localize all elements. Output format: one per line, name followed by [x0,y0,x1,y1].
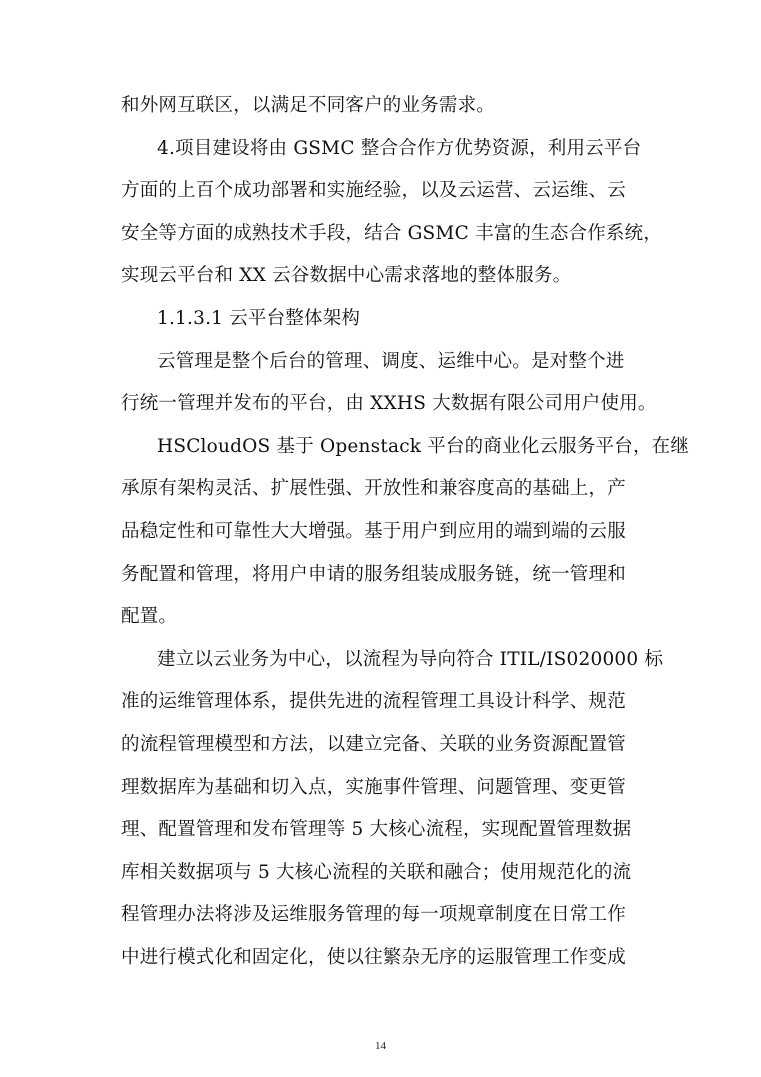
text-line: 实现云平台和 XX 云谷数据中心需求落地的整体服务。 [121,265,572,286]
text-line: 理、配置管理和发布管理等 5 大核心流程，实现配置管理数据 [121,819,632,840]
text-line: 和外网互联区，以满足不同客户的业务需求。 [121,95,496,116]
page-number: 14 [375,1040,386,1052]
section-heading: 1.1.3.1 云平台整体架构 [157,308,361,329]
text-line: 程管理办法将涉及运维服务管理的每一项规章制度在日常工作 [121,904,626,925]
text-line: 配置。 [121,606,178,627]
text-line: 云管理是整个后台的管理、调度、运维中心。是对整个进 [157,351,625,372]
text-line: 4.项目建设将由 GSMC 整合合作方优势资源，利用云平台 [157,138,642,159]
text-line: 的流程管理模型和方法，以建立完备、关联的业务资源配置管 [121,734,626,755]
text-line: 务配置和管理，将用户申请的服务组装成服务链，统一管理和 [121,564,626,585]
text-line: 行统一管理并发布的平台，由 XXHS 大数据有限公司用户使用。 [121,393,657,414]
text-line: 建立以云业务为中心，以流程为导向符合 ITIL/IS020000 标 [157,649,664,670]
text-line: 准的运维管理体系，提供先进的流程管理工具设计科学、规范 [121,691,626,712]
text-line: 中进行模式化和固定化，使以往繁杂无序的运服管理工作变成 [121,947,626,968]
text-line: HSCloudOS 基于 Openstack 平台的商业化云服务平台，在继 [157,436,690,457]
text-line: 品稳定性和可靠性大大增强。基于用户到应用的端到端的云服 [121,521,626,542]
text-line: 承原有架构灵活、扩展性强、开放性和兼容度高的基础上，产 [121,478,626,499]
text-line: 库相关数据项与 5 大核心流程的关联和融合；使用规范化的流 [121,862,632,883]
text-line: 理数据库为基础和切入点，实施事件管理、问题管理、变更管 [121,777,626,798]
text-line: 安全等方面的成熟技术手段，结合 GSMC 丰富的生态合作系统， [121,223,663,244]
text-line: 方面的上百个成功部署和实施经验，以及云运营、云运维、云 [121,180,626,201]
